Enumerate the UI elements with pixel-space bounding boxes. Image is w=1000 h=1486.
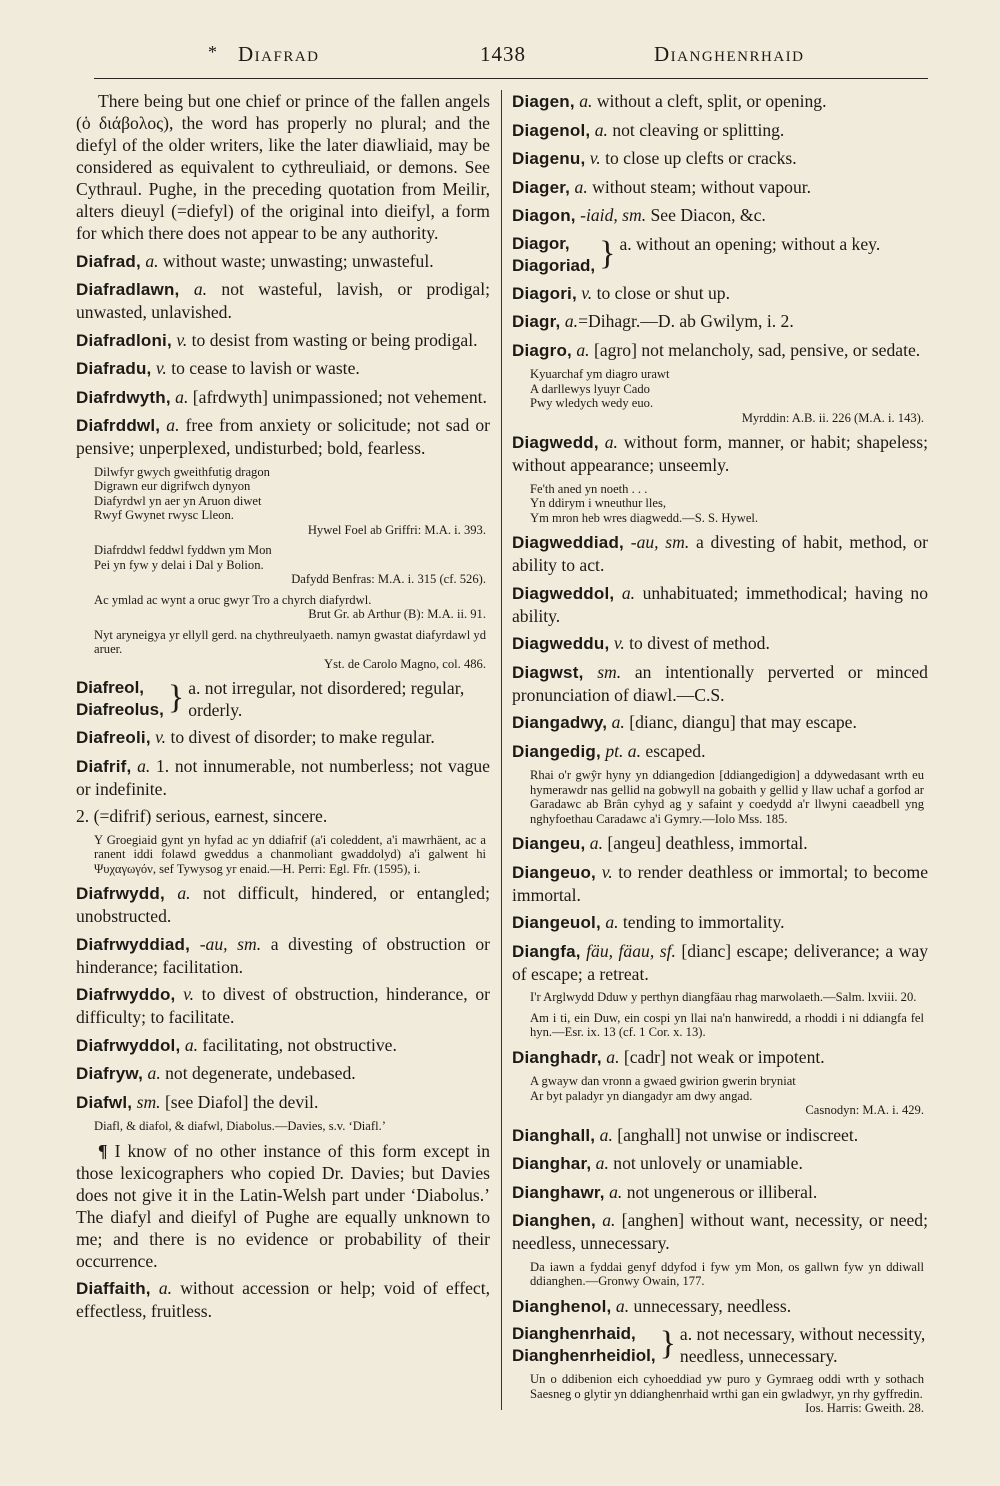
- headword: Dianghenrhaid,: [512, 1324, 636, 1343]
- definition: [agro] not melancholy, sad, pensive, or sedate.: [589, 339, 921, 360]
- headword: Diafrdwyth,: [76, 387, 171, 407]
- headword: Dianghawr,: [512, 1182, 605, 1202]
- definition: =Dihagr.—D. ab Gwilym, i. 2.: [578, 311, 794, 331]
- citation: [512, 367, 928, 425]
- part-of-speech: a.: [147, 1063, 161, 1083]
- citation-line: Kyuarchaf ym diagro urawt: [530, 367, 670, 381]
- brace: }: [167, 679, 185, 716]
- part-of-speech: v.: [589, 148, 601, 168]
- citation-line: Ar byt paladyr yn diangadyr am dwy angad.: [530, 1088, 753, 1103]
- citation-source: Myrddin: A.B. ii. 226 (M.A. i. 143).: [741, 410, 924, 425]
- entry-diafrwyddo: [76, 983, 490, 1028]
- citation-line: Diafyrdwl yn aer yn Aruon diwet: [94, 493, 262, 508]
- headword: Diagro,: [512, 340, 572, 360]
- part-of-speech: v.: [183, 984, 195, 1004]
- definition: to desist from wasting or being prodigal.: [187, 329, 478, 350]
- part-of-speech: a.: [193, 279, 208, 299]
- part-of-speech: -iaid, sm.: [580, 205, 647, 225]
- headword: Diafrad,: [76, 251, 141, 271]
- entry-diafwl: [76, 1091, 490, 1114]
- headword: Diafryw,: [76, 1064, 144, 1083]
- entry-diangeuol: [512, 911, 928, 934]
- headword: Dianghar,: [512, 1154, 592, 1173]
- entry-diangadwy: [512, 711, 928, 734]
- citation-source: Yst. de Carolo Magno, col. 486.: [324, 656, 486, 671]
- part-of-speech: a.: [605, 912, 619, 932]
- headword: Diafradlawn,: [76, 280, 180, 299]
- definition: without a cleft, split, or opening.: [592, 91, 827, 111]
- definition: without form, manner, or habit; shapeless; without appearance; unseemly.: [512, 432, 928, 475]
- part-of-speech: a.: [604, 432, 618, 452]
- headword: Diafrddwl,: [76, 416, 161, 435]
- part-of-speech: v.: [155, 358, 167, 378]
- citation-source: Ios. Harris: Gweith. 28.: [805, 1401, 924, 1415]
- citation: [512, 1074, 928, 1118]
- part-of-speech: a.: [611, 712, 625, 732]
- part-of-speech: a.: [579, 91, 593, 111]
- headword: Diagwedd,: [512, 433, 599, 452]
- definition: not ungenerous or illiberal.: [622, 1181, 818, 1202]
- headword: Diafreol,: [76, 678, 145, 697]
- citation-line: Nyt aryneigya yr ellyll gerd. na chythreulyaeth. namyn gwastat diafyrdawl yd aruer.: [94, 627, 486, 656]
- part-of-speech: v.: [176, 329, 188, 350]
- headword: Dianghen,: [512, 1211, 596, 1230]
- citation: [76, 833, 490, 877]
- definition: an intentionally perverted or minced pronunciation of diawl.—C.S.: [512, 661, 928, 705]
- definition: not cleaving or splitting.: [607, 119, 785, 140]
- entry-diafryw: [76, 1062, 490, 1085]
- headword: Dianghenrheidiol,: [512, 1346, 656, 1365]
- part-of-speech: a.: [574, 176, 588, 197]
- definition: free from anxiety or solicitude; not sad or pensive; unperplexed, undisturbed; bold, fearless.: [76, 415, 490, 458]
- citation: [512, 1011, 928, 1040]
- citation-line: Pwy wledych wedy euo.: [530, 396, 654, 410]
- definition: not degenerate, undebased.: [160, 1063, 356, 1083]
- entry-diafreol-diafreolus: [76, 677, 490, 721]
- citation: [76, 593, 490, 622]
- part-of-speech: a.: [615, 1295, 630, 1316]
- headword: Diangeuol,: [512, 913, 601, 932]
- citation-line: Dilwfyr gwych gweithfutig dragon: [94, 464, 270, 479]
- headword: Diangfa,: [512, 941, 581, 961]
- definition: tending to immortality.: [618, 912, 785, 932]
- headword: Diafrwydd,: [76, 884, 165, 903]
- entry-diafrddwl: [76, 414, 490, 459]
- definition: a. not irregular, not disordered; regular, orderly.: [188, 678, 465, 720]
- headword: Diangeuo,: [512, 862, 596, 882]
- headword: Diaffaith,: [76, 1279, 151, 1298]
- citation-line: Ac ymlad ac wynt a oruc gwyr Tro a chyrch diafyrdwl.: [94, 592, 372, 607]
- definition: [angeu] deathless, immortal.: [603, 833, 808, 853]
- entry-diagwst: [512, 661, 928, 706]
- part-of-speech: a.: [576, 339, 590, 360]
- part-of-speech: -au, sm.: [199, 933, 262, 954]
- entry-diangedig: [512, 740, 928, 763]
- headword: Diager,: [512, 177, 571, 197]
- headword: Diagori,: [512, 283, 577, 303]
- definition: See Diacon, &c.: [646, 205, 766, 225]
- part-of-speech: a.: [158, 1278, 173, 1298]
- headword: Diagen,: [512, 92, 575, 111]
- part-of-speech: v.: [613, 633, 625, 653]
- part-of-speech: a.: [177, 883, 191, 903]
- citation-line: Un o ddibenion eich cyhoeddiad yw puro y Gymraeg oddi wrth y sothach Saesneg o glytir yn ddianghenrhaid wrthi gan ein gwladwyr, yn rhy gyffredin.: [530, 1372, 924, 1401]
- entry-diafreoli: [76, 726, 490, 749]
- entry-diagweddol: [512, 582, 928, 627]
- citation: [512, 1260, 928, 1289]
- definition: to close up clefts or cracks.: [600, 148, 797, 168]
- entry-diafrwydd: [76, 882, 490, 927]
- part-of-speech: a.: [609, 1181, 623, 1202]
- entry-diangfa: [512, 940, 928, 985]
- citation-source: Brut Gr. ab Arthur (B): M.A. ii. 91.: [308, 607, 486, 621]
- entry-diafrwyddol: [76, 1034, 490, 1057]
- entry-diagro: [512, 339, 928, 362]
- citation-line: Am i ti, ein Duw, ein cospi yn llai na'n hanwiredd, a rhoddi i ni ddiangfa fel hyn.—Esr. ix. 13 (cf. 1 Cor. x. 13).: [530, 1010, 924, 1039]
- citation-line: Da iawn a fyddai genyf ddyfod i fyw ym Mon, os gallwn fyw yn ddiwall ddianghen.—Gronwy Owain, 177.: [530, 1259, 924, 1288]
- part-of-speech: v.: [155, 727, 167, 747]
- entry-diangeu: [512, 832, 928, 855]
- column-divider: [501, 90, 502, 1410]
- entry-diagwedd: [512, 431, 928, 476]
- brace: }: [599, 234, 616, 272]
- brace: }: [659, 1325, 676, 1362]
- entry-dianghenrhaid-dianghenrheidiol: [512, 1323, 928, 1367]
- headword: Diangedig,: [512, 741, 601, 761]
- part-of-speech: sm.: [136, 1091, 161, 1112]
- definition: [afrdwyth] unimpassioned; not vehement.: [188, 386, 487, 407]
- headword: Diagenu,: [512, 149, 586, 168]
- definition: not difficult, hindered, or entangled; unobstructed.: [76, 883, 490, 926]
- left-column: [76, 90, 490, 1328]
- part-of-speech: -au, sm.: [630, 532, 690, 552]
- citation-source: Dafydd Benfras: M.A. i. 315 (cf. 526).: [291, 572, 486, 586]
- citation-line: I'r Arglwydd Dduw y perthyn diangfäau rhag marwolaeth.—Salm. lxviii. 20.: [530, 990, 917, 1004]
- entry-diafrwyddiad: [76, 933, 490, 978]
- pilcrow-icon: ¶: [98, 1140, 108, 1161]
- right-column: [512, 90, 928, 1422]
- part-of-speech: v.: [601, 861, 613, 882]
- right-guide-word: Dianghenrhaid: [654, 42, 805, 66]
- entry-diagenol: [512, 119, 928, 142]
- entry-diagr: [512, 310, 928, 333]
- definition: [cadr] not weak or impotent.: [619, 1046, 825, 1067]
- headword: Diagweddu,: [512, 634, 610, 653]
- citation-line: A darllewys lyuyr Cado: [530, 381, 650, 396]
- definition: [dianc, diangu] that may escape.: [624, 712, 857, 732]
- definition: to render deathless or immortal; to become immortal.: [512, 861, 928, 905]
- definition: a. not necessary, without necessity, needless, unnecessary.: [679, 1324, 926, 1366]
- part-of-speech: pt. a.: [605, 740, 641, 761]
- headword: Diagor,: [512, 233, 570, 253]
- definition: unhabituated; immethodical; having no ability.: [512, 582, 928, 626]
- entry-dianghar: [512, 1152, 928, 1175]
- part-of-speech: a.: [137, 755, 151, 776]
- headword: Diafwl,: [76, 1092, 133, 1112]
- part-of-speech: v.: [581, 282, 593, 303]
- headword: Diagr,: [512, 312, 561, 331]
- citation-line: Rhai o'r gwŷr hyny yn ddiangedion [ddiangedigion] a ddywedasant wrth eu hymerawdr nas gellid na gobwyll na gobaith y gellid y llaw uchaf a gorfod ar Garadawc ab Brân cyhyd ag y safaint y coedydd a'r llwyni caeadbell yng nghyfoethau Caradawc a'i Gymry.—Iolo Mss. 185.: [530, 768, 924, 826]
- citation-line: Ym mron heb wres diagwedd.—S. S. Hywel.: [530, 510, 759, 525]
- citation-source: Casnodyn: M.A. i. 429.: [805, 1103, 924, 1117]
- headword: Diagoriad,: [512, 255, 596, 275]
- part-of-speech: a.: [594, 119, 608, 140]
- definition: [see Diafol] the devil.: [160, 1091, 319, 1112]
- citation-line: Fe'th aned yn noeth . . .: [530, 481, 648, 496]
- part-of-speech: a.: [166, 415, 180, 435]
- entry-diager: [512, 176, 928, 199]
- entry-dianghen: [512, 1209, 928, 1254]
- header-rule: [94, 78, 928, 79]
- definition: to close or shut up.: [592, 282, 731, 303]
- part-of-speech: a.: [595, 1153, 609, 1173]
- definition: 1. not innumerable, not numberless; not vague or indefinite.: [76, 755, 490, 799]
- part-of-speech: a.: [564, 311, 579, 331]
- definition: escaped.: [641, 740, 706, 761]
- citation-line: Diafrddwl feddwl fyddwn ym Mon: [94, 543, 272, 557]
- definition: to divest of disorder; to make regular.: [166, 727, 435, 747]
- definition: [dianc] escape; deliverance; a way of escape; a retreat.: [512, 940, 928, 984]
- part-of-speech: fäu, fäau, sf.: [586, 940, 676, 961]
- definition: to divest of obstruction, hinderance, or difficulty; to facilitate.: [76, 984, 490, 1027]
- definition: unnecessary, needless.: [629, 1295, 792, 1316]
- entry-dianghawr: [512, 1181, 928, 1204]
- part-of-speech: a.: [621, 582, 636, 603]
- entry-diangeuo: [512, 861, 928, 906]
- citation-line: Rwyf Gwynet rwysc Lleon.: [94, 508, 234, 522]
- headword: Diafrwyddol,: [76, 1035, 181, 1055]
- definition: not unlovely or unamiable.: [608, 1153, 803, 1173]
- headword: Diafrwyddiad,: [76, 934, 191, 954]
- headword: Dianghall,: [512, 1125, 596, 1145]
- definition: without accession or help; void of effect, effectless, fruitless.: [76, 1278, 490, 1321]
- entry-diafrif: [76, 755, 490, 800]
- headword: Dianghadr,: [512, 1047, 602, 1067]
- definition: without steam; without vapour.: [587, 176, 812, 197]
- citation-line: Yn ddirym i wneuthur lles,: [530, 496, 667, 510]
- headword: Diagweddiad,: [512, 533, 624, 552]
- entry-diafrdwyth: [76, 386, 490, 409]
- definition: not wasteful, lavish, or prodigal; unwasted, unlavished.: [76, 279, 490, 322]
- citation-line: Y Groegiaid gynt yn hyfad ac yn ddiafrif (a'i coleddent, a'i mawrhäent, ac a ranent iddi folawd gweddus a chanmoliant gwaddolyd) a'i galwent hi Ψυχαγωγόν, sef Tywysog yr enaid.—H. Perri: Egl. Ffr. (1595), i.: [94, 832, 486, 876]
- intro-paragraph: There being but one chief or prince of the fallen angels (ὁ διάβολος), the word has properly no plural; and the diefyl of the older writers, like the later diawliaid, may be considered as equivalent to cythreuliaid, or demons. See Cythraul. Pughe, in the preceding quotation from Meilir, alters dieuyl (=diefyl) of the original into dieifyl, a form for which there does not appear to be any authority.: [76, 91, 490, 243]
- entry-diagor-diagoriad: [512, 233, 928, 277]
- editorial-note: [76, 1140, 490, 1272]
- note-text: I know of no other instance of this form except in those lexicographers who copied Dr. Davies; but Davies does not give it in the Latin-Welsh part under ‘Diabolus.’ The diafyl and dieifyl of Pughe are equally unknown to me; and there is no evidence or probability of their occurrence.: [76, 1140, 490, 1271]
- definition: to cease to lavish or waste.: [166, 358, 360, 378]
- citation: [512, 482, 928, 526]
- entry-diagweddu: [512, 632, 928, 655]
- entry-dianghenol: [512, 1295, 928, 1318]
- entry-diafrad: [76, 250, 490, 273]
- part-of-speech: a.: [175, 386, 189, 407]
- entry-dianghall: [512, 1124, 928, 1147]
- citation: [512, 1372, 928, 1416]
- citation: [512, 990, 928, 1005]
- part-of-speech: a.: [589, 833, 603, 853]
- page-number: 1438: [480, 42, 526, 66]
- headword: Dianghenol,: [512, 1296, 612, 1316]
- citation-line: Pei yn fyw y delai i Dal y Bolion.: [94, 557, 264, 572]
- headword: Diafradloni,: [76, 330, 172, 350]
- citation-line: A gwayw dan vronn a gwaed gwirion gwerin bryniat: [530, 1074, 796, 1088]
- citation: [76, 543, 490, 587]
- entry-diafradlawn: [76, 278, 490, 323]
- header-star: *: [208, 42, 217, 62]
- entry-diagen: [512, 90, 928, 113]
- citation-source: Hywel Foel ab Griffri: M.A. i. 393.: [307, 522, 486, 537]
- definition: a divesting of obstruction or hinderance; facilitation.: [76, 933, 490, 977]
- entry-diagori: [512, 282, 928, 305]
- entry-diagenu: [512, 147, 928, 170]
- headword: Diagenol,: [512, 120, 591, 140]
- entry-diagon: [512, 204, 928, 227]
- entry-diafradloni: [76, 329, 490, 352]
- headword: Diafrif,: [76, 756, 132, 776]
- headword: Diafreolus,: [76, 700, 164, 719]
- definition: [anghen] without want, necessity, or need; needless, unnecessary.: [512, 1210, 928, 1253]
- part-of-speech: a.: [145, 250, 159, 271]
- headword: Diafrwyddo,: [76, 985, 176, 1004]
- headword: Diafreoli,: [76, 728, 151, 747]
- headword: Diafradu,: [76, 359, 152, 378]
- definition: facilitating, not obstructive.: [198, 1034, 397, 1055]
- definition: a. without an opening; without a key.: [619, 233, 881, 254]
- headword: Diagwst,: [512, 662, 584, 682]
- citation-line: Digrawn eur digrifwch dynyon: [94, 479, 251, 493]
- entry-diafradu: [76, 357, 490, 380]
- definition: to divest of method.: [624, 633, 770, 653]
- citation: [512, 768, 928, 826]
- entry-diafrif-sense-2: 2. (=difrif) serious, earnest, sincere.: [76, 806, 328, 826]
- headword: Diagon,: [512, 206, 576, 225]
- headword: Diangadwy,: [512, 713, 608, 732]
- entry-diaffaith: [76, 1277, 490, 1322]
- running-head: [0, 42, 1000, 72]
- citation: [76, 628, 490, 672]
- definition: [anghall] not unwise or indiscreet.: [612, 1124, 859, 1145]
- headword: Diagweddol,: [512, 583, 615, 603]
- citation-line: Diafl, & diafol, & diafwl, Diabolus.—Davies, s.v. ‘Diafl.’: [94, 1119, 386, 1133]
- definition: without waste; unwasting; unwasteful.: [158, 250, 434, 271]
- part-of-speech: sm.: [597, 661, 622, 682]
- citation: [76, 465, 490, 538]
- part-of-speech: a.: [184, 1034, 199, 1055]
- definition: a divesting of habit, method, or ability to act.: [512, 532, 928, 575]
- entry-diagweddiad: [512, 531, 928, 576]
- headword: Diangeu,: [512, 834, 586, 853]
- part-of-speech: a.: [599, 1124, 613, 1145]
- part-of-speech: a.: [602, 1210, 616, 1230]
- left-guide-word: Diafrad: [238, 42, 320, 66]
- part-of-speech: a.: [606, 1046, 620, 1067]
- entry-dianghadr: [512, 1046, 928, 1069]
- citation: [76, 1119, 490, 1134]
